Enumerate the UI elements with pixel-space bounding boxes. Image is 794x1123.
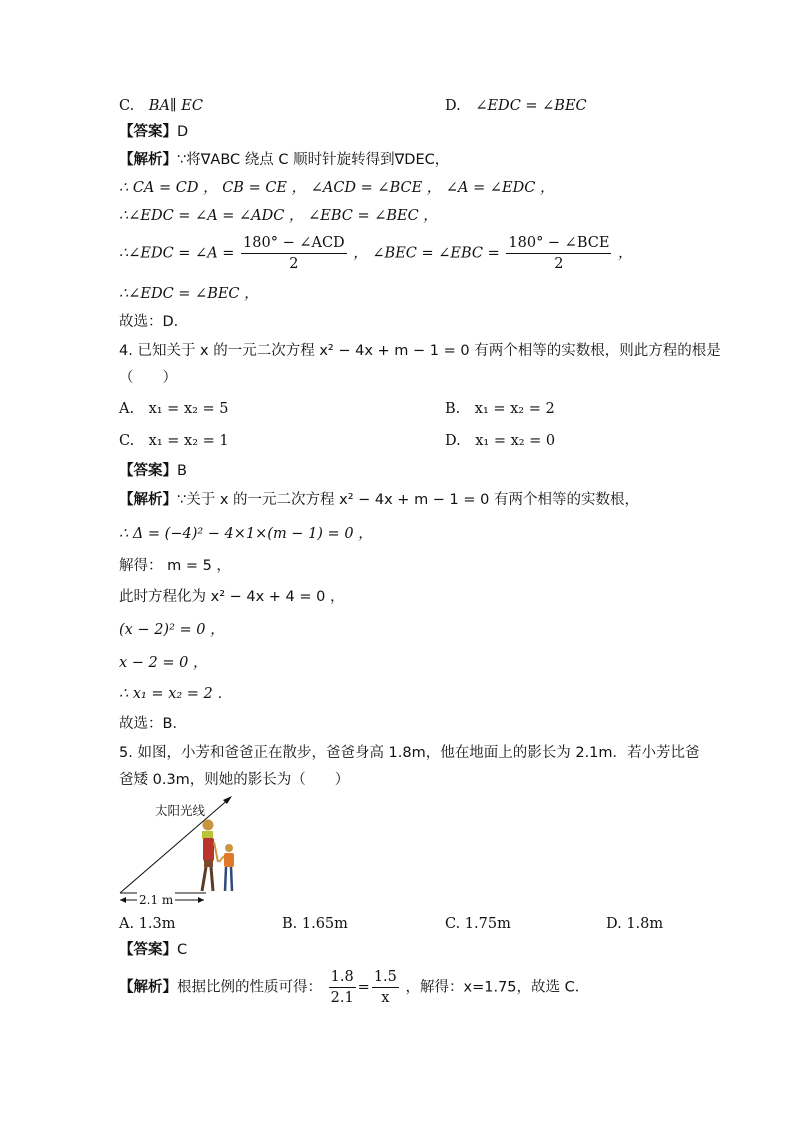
q4-answer — [119, 461, 187, 481]
q4-option-a: A. x₁ = x₂ = 5 — [119, 401, 229, 417]
analysis-heading: 【解析】 — [119, 152, 177, 168]
option-math: ∠EDC = ∠BEC — [475, 98, 587, 114]
fraction-denominator: 2 — [289, 256, 299, 272]
sun-ray-label: 太阳光线 — [155, 803, 206, 818]
fraction — [372, 968, 399, 1007]
analysis-text: ∵关于 x 的一元二次方程 x² − 4x + m − 1 = 0 有两个相等的实数根， — [177, 492, 639, 508]
analysis-text: ，解得：x=1.75，故选 C． — [405, 979, 590, 996]
q4-analysis-line-2: ∴ Δ = (−4)² − 4×1×(m − 1) = 0 ， — [119, 526, 373, 542]
fraction — [329, 968, 356, 1007]
analysis-heading: 【解析】 — [119, 492, 177, 508]
fraction-numerator: 1.8 — [329, 968, 356, 988]
q5-option-c: C. 1.75m — [445, 916, 511, 932]
expr-part: ， — [618, 245, 633, 262]
q4-stem-line-1: 4. 已知关于 x 的一元二次方程 x² − 4x + m − 1 = 0 有两个相等的实数根，则此方程的根是 — [119, 343, 721, 359]
q3-analysis-line-1 — [119, 150, 449, 170]
q3-option-c — [119, 96, 203, 116]
q4-analysis-line-4: 此时方程化为 x² − 4x + 4 = 0 ， — [119, 589, 345, 605]
answer-value: D — [177, 124, 189, 140]
fraction-denominator: 2 — [554, 256, 564, 272]
fraction-denominator: x — [381, 990, 390, 1006]
answer-heading: 【答案】 — [119, 942, 177, 958]
equals-sign: = — [357, 979, 370, 996]
q4-analysis-line-6: x − 2 = 0 ， — [119, 655, 208, 671]
q4-analysis-line-1 — [119, 490, 639, 510]
q3-analysis-line-2: ∴ CA = CD ， CB = CE ， ∠ACD = ∠BCE ， ∠A = ∠EDC ， — [119, 180, 555, 196]
q3-option-d — [445, 96, 587, 116]
fraction — [241, 234, 347, 273]
answer-heading: 【答案】 — [119, 463, 177, 479]
fraction-numerator: 1.5 — [372, 968, 399, 988]
q5-stem-line-1: 5. 如图，小芳和爸爸正在散步，爸爸身高 1.8m，他在地面上的影长为 2.1m．若小芳比爸 — [119, 745, 700, 761]
q4-conclusion: 故选：B． — [119, 716, 187, 732]
answer-value: C — [177, 942, 188, 958]
q5-option-b: B. 1.65m — [282, 916, 348, 932]
father-figure — [202, 820, 218, 892]
expr-part: ， ∠BEC = ∠EBC = — [353, 245, 500, 262]
analysis-heading: 【解析】 — [119, 979, 177, 996]
answer-value: B — [177, 463, 187, 479]
fraction-numerator: 180° − ∠ACD — [241, 234, 347, 254]
answer-heading: 【答案】 — [119, 124, 177, 140]
q3-conclusion: 故选：D． — [119, 314, 189, 330]
q5-option-a: A. 1.3m — [119, 916, 176, 932]
option-label: D. — [445, 98, 461, 114]
q4-option-c: C. x₁ = x₂ = 1 — [119, 433, 229, 449]
expr-part: ∴∠EDC = ∠A = — [119, 245, 235, 262]
daughter-figure — [219, 844, 234, 891]
option-math: BA∥ EC — [148, 98, 203, 114]
q5-stem-line-2: 爸矮 0.3m，则她的影长为（ ） — [119, 772, 350, 788]
analysis-text: 根据比例的性质可得： — [177, 979, 322, 996]
fraction — [506, 234, 611, 273]
q4-option-b: B. x₁ = x₂ = 2 — [445, 401, 555, 417]
shadow-length-label: 2.1 m — [137, 890, 175, 910]
q3-analysis-line-4 — [119, 234, 633, 273]
q5-option-d: D. 1.8m — [606, 916, 664, 932]
q3-answer — [119, 122, 188, 142]
option-label: C. — [119, 98, 135, 114]
q3-analysis-line-3: ∴∠EDC = ∠A = ∠ADC ， ∠EBC = ∠BEC ， — [119, 208, 438, 224]
fraction-denominator: 2.1 — [330, 990, 354, 1006]
q5-answer — [119, 940, 187, 960]
q4-analysis-line-5: (x − 2)² = 0 ， — [119, 622, 225, 638]
q4-stem-line-2: （ ） — [119, 370, 177, 386]
analysis-text: ∵将∇ABC 绕点 C 顺时针旋转得到∇DEC， — [177, 152, 450, 168]
q4-analysis-line-3: 解得： m = 5 ， — [119, 558, 231, 574]
q3-analysis-line-5: ∴∠EDC = ∠BEC ， — [119, 286, 259, 302]
q5-analysis — [119, 968, 589, 1007]
fraction-numerator: 180° − ∠BCE — [506, 234, 611, 254]
q4-analysis-line-7: ∴ x₁ = x₂ = 2 ． — [119, 686, 232, 702]
q4-option-d: D. x₁ = x₂ = 0 — [445, 433, 556, 449]
